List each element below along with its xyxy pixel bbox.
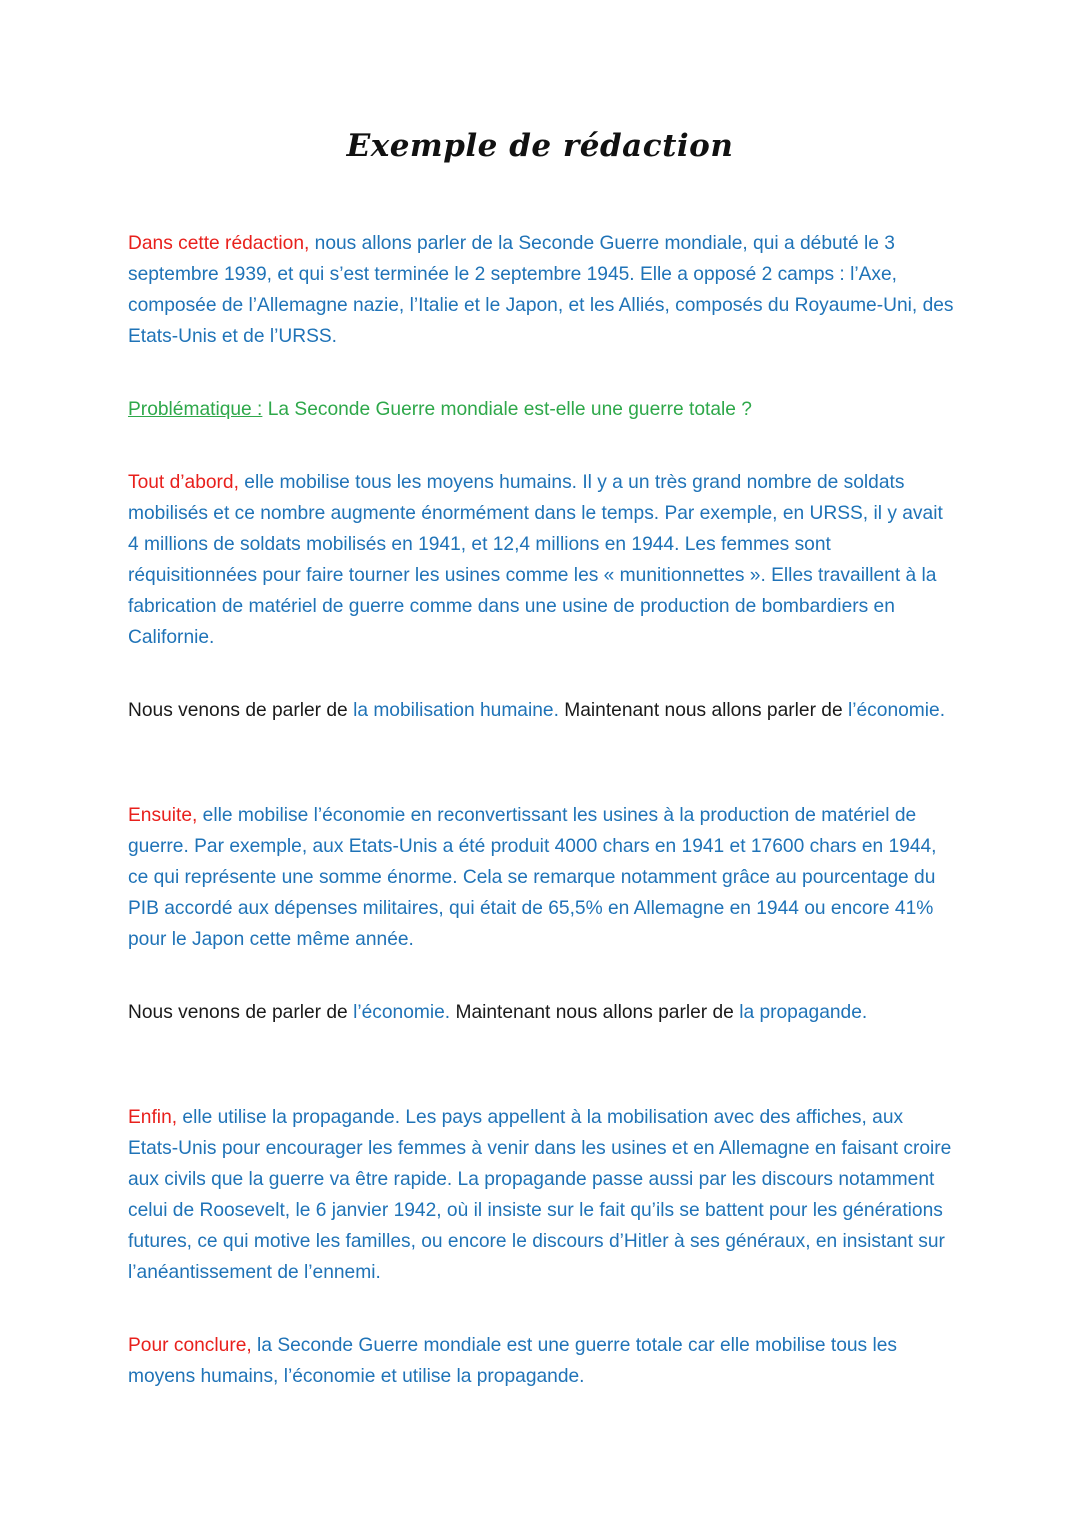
problematique-paragraph [128,394,958,425]
part3-paragraph [128,1102,958,1288]
conclusion-body: la Seconde Guerre mondiale est une guerre totale car elle mobilise tous les moyens humains, l’économie et utilise la propagande. [128,1335,897,1387]
conclusion-paragraph [128,1330,958,1392]
transition1-c: Maintenant nous allons parler de [558,700,848,721]
conclusion-lead: Pour conclure, [128,1335,252,1356]
part3-lead: Enfin, [128,1107,178,1128]
problematique-label: Problématique : [128,399,263,420]
transition1-b: la mobilisation humaine. [353,700,559,721]
part2-paragraph [128,800,958,955]
transition1-paragraph [128,695,958,726]
transition1-a: Nous venons de parler de [128,700,354,721]
transition2-c: Maintenant nous allons parler de [450,1002,740,1023]
problematique-text: La Seconde Guerre mondiale est-elle une guerre totale ? [262,399,752,420]
part1-lead: Tout d’abord, [128,472,239,493]
part1-body: elle mobilise tous les moyens humains. Il y a un très grand nombre de soldats mobilisés et ce nombre augmente énormément dans le temps. Par exemple, en URSS, il y avait 4 millions de soldats mobilisés en 1941, et 12,4 millions en 1944. Les femmes sont réquisitionnées pour faire tourner les usines comme les « munitionnettes ». Elles travaillent à la fabrication de matériel de guerre comme dans une usine de production de bombardiers en Californie. [128,472,943,648]
intro-paragraph [128,228,958,352]
intro-lead: Dans cette rédaction, [128,233,310,254]
transition2-a: Nous venons de parler de [128,1002,354,1023]
transition2-paragraph [128,997,958,1028]
part2-lead: Ensuite, [128,805,198,826]
transition2-b: l’économie. [353,1002,451,1023]
transition1-d: l’économie. [847,700,946,721]
part2-body: elle mobilise l’économie en reconvertissant les usines à la production de matériel de guerre. Par exemple, aux Etats-Unis a été produit 4000 chars en 1941 et 17600 chars en 1944, ce qui représente une somme énorme. Cela se remarque notamment grâce au pourcentage du PIB accordé aux dépenses militaires, qui était de 65,5% en Allemagne en 1944 ou encore 41% pour le Japon cette même année. [128,805,937,950]
part3-body: elle utilise la propagande. Les pays appellent à la mobilisation avec des affiches, aux Etats-Unis pour encourager les femmes à venir dans les usines et en Allemagne en faisant croire aux civils que la guerre va être rapide. La propagande passe aussi par les discours notamment celui de Roosevelt, le 6 janvier 1942, où il insiste sur le fait qu’ils se battent pour les générations futures, ce qui motive les familles, ou encore le discours d’Hitler à ses généraux, en insistant sur l’anéantissement de l’ennemi. [128,1107,952,1283]
document-title: Exemple de rédaction [346,128,734,164]
transition2-d: la propagande. [739,1002,868,1023]
intro-body: nous allons parler de la Seconde Guerre mondiale, qui a débuté le 3 septembre 1939, et qui s’est terminée le 2 septembre 1945. Elle a opposé 2 camps : l’Axe, composée de l’Allemagne nazie, l’Italie et le Japon, et les Alliés, composés du Royaume-Uni, des Etats-Unis et de l’URSS. [128,233,954,347]
part1-paragraph [128,467,958,653]
